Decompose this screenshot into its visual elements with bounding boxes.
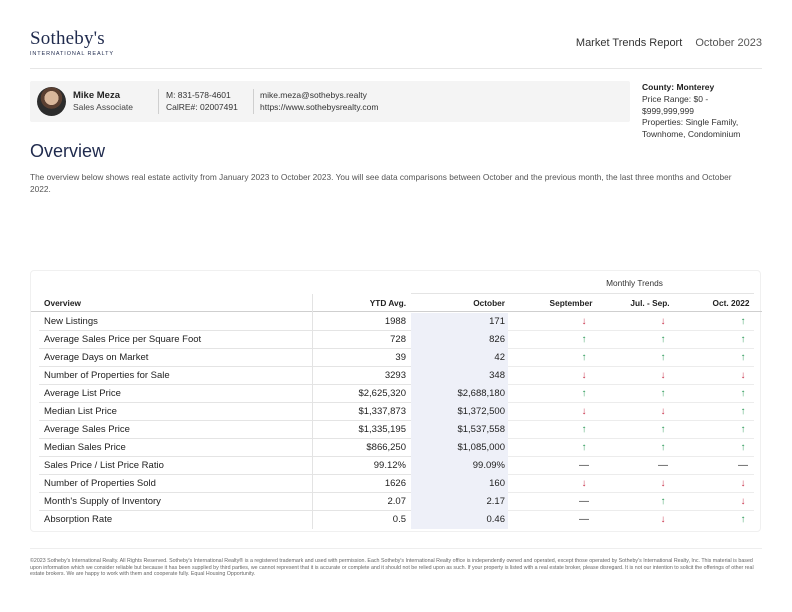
footer-divider (30, 548, 762, 549)
trend-oct-2022-arrow-down-icon: ↓ (740, 496, 746, 507)
county-label: County: Monterey (642, 82, 715, 92)
properties-value: Townhome, Condominium (642, 129, 741, 140)
table-row (31, 313, 762, 331)
ytd-value: 39 (395, 352, 406, 363)
ytd-value: $1,337,873 (358, 406, 406, 417)
agent-license: CalRE#: 02007491 (166, 102, 238, 112)
agent-website[interactable]: https://www.sothebysrealty.com (260, 102, 379, 112)
october-value: $1,372,500 (457, 406, 505, 417)
trend-september-dash-icon: — (579, 460, 589, 471)
agent-mobile: M: 831-578-4601 (166, 90, 231, 100)
header-divider (30, 68, 762, 69)
overview-title: Overview (30, 141, 106, 161)
october-value: 348 (489, 370, 505, 381)
trend-september-arrow-down-icon: ↓ (581, 316, 587, 327)
metric-label: Median Sales Price (44, 442, 126, 453)
trend-jul-sep-arrow-up-icon: ↑ (660, 424, 666, 435)
table-row (31, 457, 762, 475)
agent-divider (158, 89, 159, 114)
overview-table (30, 270, 761, 532)
header-october: October (473, 298, 505, 308)
october-value: $1,085,000 (457, 442, 505, 453)
overview-description: The overview below shows real estate activity from January 2023 to October 2023. You will see data comparisons between October and the previous month, the last three months and October 2022. (30, 172, 732, 194)
header-jul-sep: Jul. - Sep. (630, 298, 670, 308)
price-range-value: $999,999,999 (642, 105, 694, 116)
header-ytd: YTD Avg. (369, 298, 406, 308)
metric-label: Median List Price (44, 406, 117, 417)
trend-oct-2022-arrow-up-icon: ↑ (740, 442, 746, 453)
trend-oct-2022-arrow-up-icon: ↑ (740, 514, 746, 525)
trend-jul-sep-arrow-up-icon: ↑ (660, 496, 666, 507)
trend-september-arrow-up-icon: ↑ (581, 424, 587, 435)
table-row (31, 367, 762, 385)
table-row (31, 475, 762, 493)
report-month: October 2023 (695, 37, 762, 49)
metric-label: Average List Price (44, 388, 121, 399)
filter-summary (642, 82, 767, 141)
brand-sub: INTERNATIONAL REALTY (30, 51, 114, 57)
table-row (31, 439, 762, 457)
ytd-value: $866,250 (366, 442, 406, 453)
footer-disclaimer: ©2023 Sotheby's International Realty. All Rights Reserved. Sotheby's International Realty® is a registered trademark and used with permission. Each Sotheby's International Realty office is independently owned and operated, except those operated by Sotheby's International Realty, Inc. This material is based upon information which we consider reliable but because it has been supplied by third parties, we cannot represent that it is accurate or complete and it should not be relied upon as such. If your property is listed with a real estate broker, please disregard. It is not our intention to solicit the offerings of other real estate brokers. We are happy to work with them and cooperate fully. Equal Housing Opportunity. (30, 558, 754, 578)
trend-oct-2022-arrow-up-icon: ↑ (740, 352, 746, 363)
trend-jul-sep-arrow-down-icon: ↓ (660, 406, 666, 417)
october-value: 2.17 (486, 496, 505, 507)
agent-name: Mike Meza (73, 90, 120, 101)
trend-oct-2022-arrow-up-icon: ↑ (740, 406, 746, 417)
table-header (31, 294, 762, 312)
trend-oct-2022-arrow-down-icon: ↓ (740, 478, 746, 489)
trend-oct-2022-arrow-down-icon: ↓ (740, 370, 746, 381)
trend-jul-sep-dash-icon: — (658, 460, 668, 471)
agent-card (30, 81, 630, 122)
ytd-value: 728 (390, 334, 406, 345)
october-value: $2,688,180 (457, 388, 505, 399)
ytd-value: 3293 (384, 370, 406, 381)
trend-jul-sep-arrow-down-icon: ↓ (660, 370, 666, 381)
trend-september-arrow-up-icon: ↑ (581, 388, 587, 399)
trend-september-arrow-up-icon: ↑ (581, 442, 587, 453)
monthly-trends-label: Monthly Trends (606, 278, 663, 288)
table-row (31, 421, 762, 439)
sothebys-logo (30, 29, 114, 57)
table-row (31, 349, 762, 367)
metric-label: Sales Price / List Price Ratio (44, 460, 164, 471)
trend-jul-sep-arrow-down-icon: ↓ (660, 478, 666, 489)
ytd-value: $2,625,320 (358, 388, 406, 399)
table-row (31, 331, 762, 349)
trend-september-arrow-up-icon: ↑ (581, 352, 587, 363)
metric-label: Number of Properties for Sale (44, 370, 170, 381)
trend-oct-2022-dash-icon: — (738, 460, 748, 471)
trend-jul-sep-arrow-down-icon: ↓ (660, 316, 666, 327)
agent-divider (253, 89, 254, 114)
trend-oct-2022-arrow-up-icon: ↑ (740, 388, 746, 399)
metric-label: Month's Supply of Inventory (44, 496, 161, 507)
metric-label: Average Sales Price per Square Foot (44, 334, 202, 345)
brand-name: Sotheby's (30, 28, 105, 49)
header-overview: Overview (44, 298, 81, 308)
trend-september-arrow-down-icon: ↓ (581, 370, 587, 381)
ytd-value: 99.12% (373, 460, 406, 471)
ytd-value: 1626 (384, 478, 406, 489)
ytd-value: 2.07 (387, 496, 406, 507)
agent-avatar (37, 87, 66, 116)
october-value: 171 (489, 316, 505, 327)
trend-oct-2022-arrow-up-icon: ↑ (740, 316, 746, 327)
price-range-label: Price Range: $0 - (642, 93, 709, 104)
agent-email[interactable]: mike.meza@sothebys.realty (260, 90, 367, 100)
metric-label: Average Days on Market (44, 352, 149, 363)
trend-september-arrow-down-icon: ↓ (581, 478, 587, 489)
trend-september-dash-icon: — (579, 514, 589, 525)
trend-jul-sep-arrow-down-icon: ↓ (660, 514, 666, 525)
trend-jul-sep-arrow-up-icon: ↑ (660, 442, 666, 453)
metric-label: Average Sales Price (44, 424, 130, 435)
ytd-value: $1,335,195 (358, 424, 406, 435)
metric-label: New Listings (44, 316, 98, 327)
agent-title: Sales Associate (73, 102, 134, 112)
header-september: September (549, 298, 593, 308)
trend-september-arrow-up-icon: ↑ (581, 334, 587, 345)
trend-oct-2022-arrow-up-icon: ↑ (740, 334, 746, 345)
report-header (576, 37, 762, 49)
table-row (31, 511, 762, 529)
metric-label: Number of Properties Sold (44, 478, 156, 489)
ytd-value: 1988 (384, 316, 406, 327)
table-row (31, 403, 762, 421)
october-value: $1,537,558 (457, 424, 505, 435)
trend-oct-2022-arrow-up-icon: ↑ (740, 424, 746, 435)
trend-jul-sep-arrow-up-icon: ↑ (660, 388, 666, 399)
october-value: 99.09% (472, 460, 505, 471)
ytd-value: 0.5 (392, 514, 406, 525)
table-row (31, 385, 762, 403)
properties-label: Properties: Single Family, (642, 117, 739, 128)
october-value: 826 (489, 334, 505, 345)
table-row (31, 493, 762, 511)
trend-jul-sep-arrow-up-icon: ↑ (660, 352, 666, 363)
october-value: 0.46 (486, 514, 505, 525)
trend-september-dash-icon: — (579, 496, 589, 507)
october-value: 160 (489, 478, 505, 489)
trend-jul-sep-arrow-up-icon: ↑ (660, 334, 666, 345)
header-oct-2022: Oct. 2022 (712, 298, 750, 308)
metric-label: Absorption Rate (44, 514, 113, 525)
report-title: Market Trends Report (575, 37, 683, 49)
october-value: 42 (494, 352, 505, 363)
trend-september-arrow-down-icon: ↓ (581, 406, 587, 417)
